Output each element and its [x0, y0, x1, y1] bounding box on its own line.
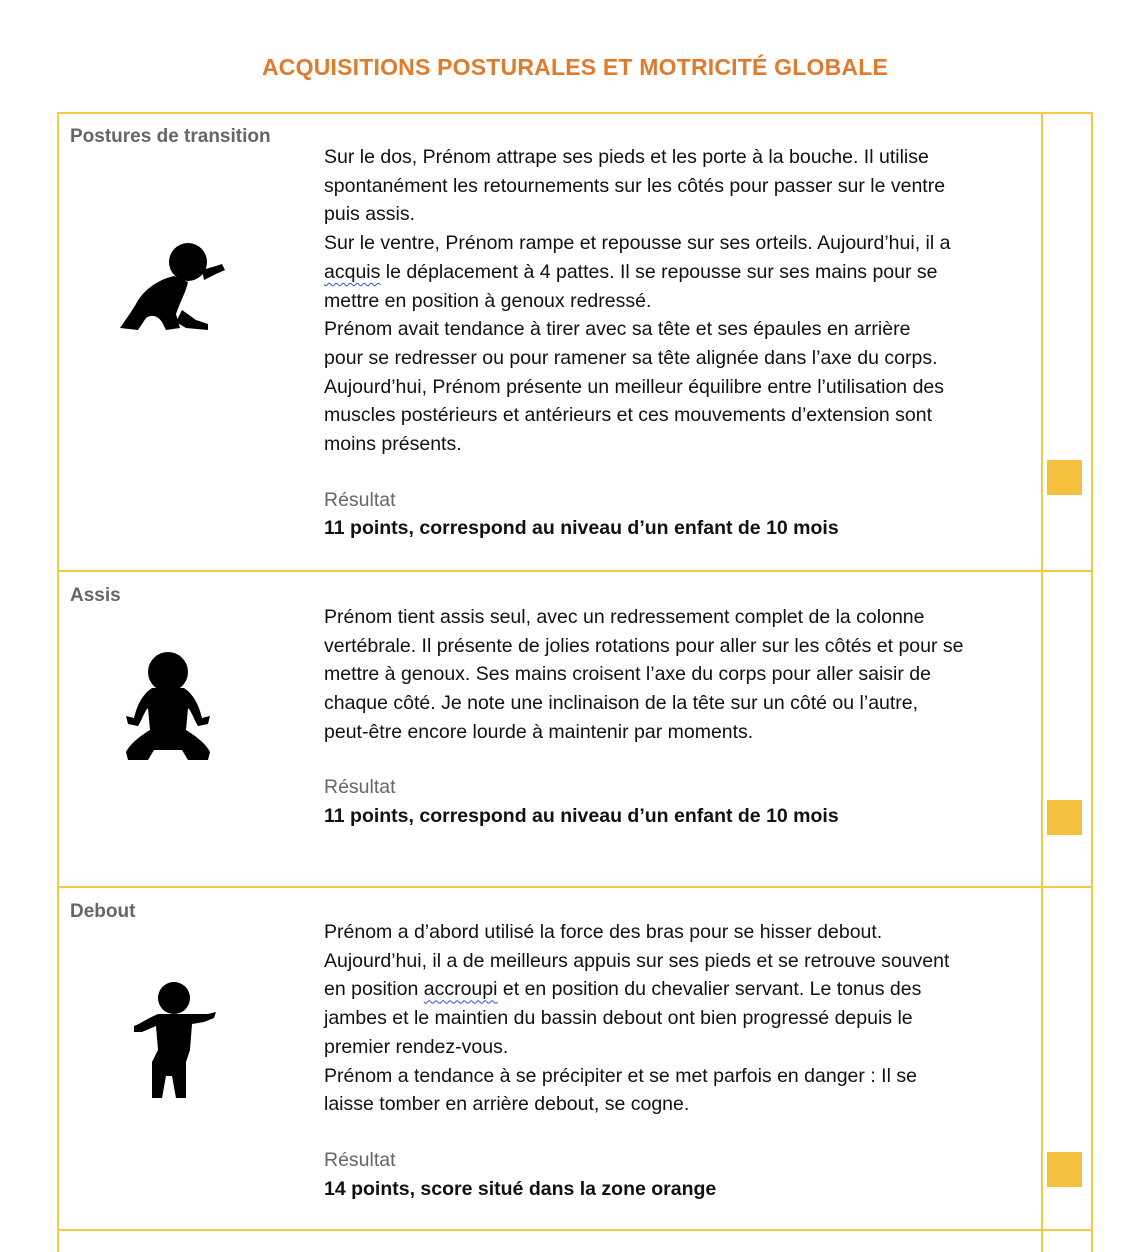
- text-line: Sur le ventre, Prénom rampe et repousse sur ses orteils. Aujourd’hui, il a: [324, 232, 951, 255]
- section-text-postures: [324, 143, 1024, 459]
- text-run: en position: [324, 978, 424, 1001]
- text-run: et en position du chevalier servant. Le tonus des: [497, 978, 922, 1001]
- section-text-debout: [324, 918, 1024, 1119]
- result-marker: [1047, 460, 1082, 495]
- result-value: 14 points, score situé dans la zone orange: [324, 1178, 717, 1200]
- section-label-assis: Assis: [70, 585, 121, 606]
- sitting-baby-icon: [122, 650, 214, 769]
- text-line: Aujourd’hui, il a de meilleurs appuis sur ses pieds et se retrouve souvent: [324, 949, 950, 972]
- section-text-assis: [324, 603, 1024, 747]
- text-line: Prénom a tendance à se précipiter et se met parfois en danger : Il se: [324, 1064, 917, 1087]
- result-value: 11 points, correspond au niveau d’un enfant de 10 mois: [324, 805, 839, 827]
- text-line: chaque côté. Je note une inclinaison de la tête sur un côté ou l’autre,: [324, 692, 919, 715]
- page-title: ACQUISITIONS POSTURALES ET MOTRICITÉ GLOBALE: [262, 54, 888, 80]
- result-label: Résultat: [324, 1149, 396, 1171]
- text-line: premier rendez-vous.: [324, 1035, 509, 1058]
- text-line: mettre en position à genoux redressé.: [324, 289, 652, 312]
- text-line: [324, 258, 1024, 287]
- text-line: spontanément les retournements sur les côtés pour passer sur le ventre: [324, 174, 946, 197]
- text-line: vertébrale. Il présente de jolies rotations pour aller sur les côtés et pour se: [324, 634, 964, 657]
- section-label-postures: Postures de transition: [70, 126, 271, 147]
- row-divider: [57, 886, 1093, 888]
- text-line: puis assis.: [324, 203, 416, 226]
- result-marker: [1047, 1152, 1082, 1187]
- text-run: le déplacement à 4 pattes. Il se repousse sur ses mains pour se: [380, 260, 938, 283]
- text-line: Prénom avait tendance à tirer avec sa tête et ses épaules en arrière: [324, 318, 911, 341]
- text-line: peut-être encore lourde à maintenir par moments.: [324, 720, 754, 743]
- crawling-baby-icon: [116, 240, 228, 339]
- text-line: laisse tomber en arrière debout, se cogne.: [324, 1093, 690, 1116]
- row-divider: [57, 1229, 1093, 1231]
- text-line: [324, 975, 1024, 1004]
- text-line: pour se redresser ou pour ramener sa tête alignée dans l’axe du corps.: [324, 346, 938, 369]
- result-label: Résultat: [324, 776, 396, 798]
- text-line: Prénom tient assis seul, avec un redressement complet de la colonne: [324, 606, 925, 628]
- text-line: mettre à genoux. Ses mains croisent l’axe du corps pour aller saisir de: [324, 663, 931, 686]
- table-column-divider: [1041, 112, 1043, 1252]
- spellcheck-word[interactable]: accroupi: [423, 978, 498, 1001]
- row-divider: [57, 570, 1093, 572]
- text-line: Prénom a d’abord utilisé la force des bras pour se hisser debout.: [324, 921, 883, 943]
- result-value: 11 points, correspond au niveau d’un enfant de 10 mois: [324, 517, 839, 539]
- standing-baby-icon: [132, 980, 218, 1107]
- result-marker: [1047, 800, 1082, 835]
- text-line: muscles postérieurs et antérieurs et ces mouvements d’extension sont: [324, 404, 933, 427]
- spellcheck-word[interactable]: acquis: [324, 260, 381, 283]
- section-label-debout: Debout: [70, 901, 136, 922]
- text-line: moins présents.: [324, 433, 462, 456]
- text-line: Sur le dos, Prénom attrape ses pieds et les porte à la bouche. Il utilise: [324, 146, 929, 168]
- text-line: jambes et le maintien du bassin debout ont bien progressé depuis le: [324, 1007, 913, 1030]
- result-label: Résultat: [324, 489, 396, 511]
- text-line: Aujourd’hui, Prénom présente un meilleur équilibre entre l’utilisation des: [324, 375, 945, 398]
